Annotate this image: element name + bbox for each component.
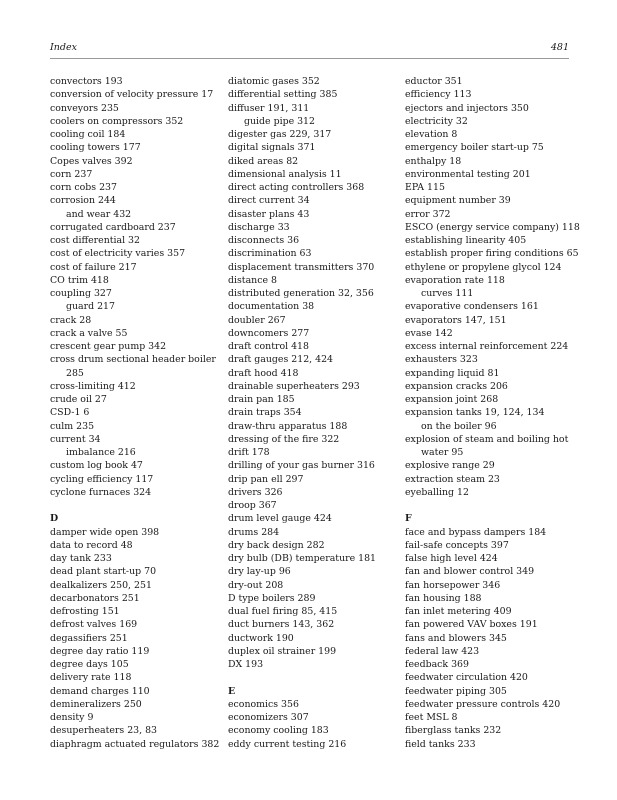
index-entry: corn 237 — [50, 168, 93, 180]
section-spacer — [228, 671, 398, 684]
page-number: 481 — [550, 42, 569, 53]
index-entry: dealkalizers 250, 251 — [50, 579, 152, 591]
index-entry: equipment number 39 — [405, 195, 511, 207]
index-entry: economy cooling 183 — [228, 725, 329, 737]
index-subentry: guide pipe 312 — [244, 115, 315, 127]
index-entry: draft control 418 — [228, 341, 309, 352]
index-entry: crack 28 — [50, 314, 92, 326]
index-entry: fail-safe concepts 397 — [405, 539, 509, 551]
index-entry: D type boilers 289 — [228, 592, 316, 604]
index-entry: evaporators 147, 151 — [405, 314, 507, 326]
index-entry: digester gas 229, 317 — [228, 129, 332, 140]
index-entry: false high level 424 — [405, 553, 498, 564]
index-entry: feet MSL 8 — [405, 712, 458, 723]
index-entry: environmental testing 201 — [405, 168, 531, 180]
index-entry: ductwork 190 — [228, 632, 294, 644]
index-entry: ESCO (energy service company) 118 — [405, 221, 580, 233]
index-entry: conveyors 235 — [50, 102, 119, 114]
index-entry: face and bypass dampers 184 — [405, 526, 547, 538]
index-entry: degassifiers 251 — [50, 632, 128, 644]
index-entry: conversion of velocity pressure 17 — [50, 89, 214, 101]
header-rule — [50, 58, 569, 59]
index-entry: CO trim 418 — [50, 274, 109, 286]
index-entry: discrimination 63 — [228, 248, 312, 260]
index-entry: evaporative condensers 161 — [405, 301, 539, 313]
index-entry: Copes valves 392 — [50, 155, 133, 167]
index-entry: EPA 115 — [405, 182, 445, 193]
index-subentry: 285 — [66, 367, 84, 379]
section-letter-heading: D — [50, 513, 59, 525]
index-entry: cost differential 32 — [50, 235, 140, 246]
index-entry: drainable superheaters 293 — [228, 380, 360, 392]
index-entry: enthalpy 18 — [405, 155, 462, 167]
index-entry: drivers 326 — [228, 486, 283, 498]
index-entry: degree days 105 — [50, 659, 129, 670]
index-entry: drift 178 — [228, 447, 270, 458]
index-entry: dead plant start-up 70 — [50, 566, 157, 578]
index-entry: corrugated cardboard 237 — [50, 221, 176, 233]
index-entry: drain traps 354 — [228, 407, 302, 419]
index-entry: feedwater pressure controls 420 — [405, 698, 561, 710]
index-entry: feedback 369 — [405, 659, 469, 670]
section-letter-heading: E — [228, 685, 236, 697]
index-entry: fan inlet metering 409 — [405, 606, 512, 617]
index-entry: ejectors and injectors 350 — [405, 102, 529, 114]
section-spacer — [405, 499, 575, 512]
index-subentry: on the boiler 96 — [421, 420, 497, 432]
running-header-title: Index — [50, 42, 77, 53]
index-entry: exhausters 323 — [405, 354, 478, 366]
index-entry: dry lay-up 96 — [228, 566, 291, 578]
index-entry: federal law 423 — [405, 645, 480, 657]
index-entry: draft hood 418 — [228, 367, 299, 379]
index-entry: feedwater piping 305 — [405, 685, 507, 697]
index-entry: day tank 233 — [50, 553, 112, 564]
index-entry: documentation 38 — [228, 301, 315, 313]
index-entry: ethylene or propylene glycol 124 — [405, 261, 562, 273]
index-entry: demineralizers 250 — [50, 698, 142, 710]
index-entry: dual fuel firing 85, 415 — [228, 606, 338, 617]
index-entry: cross drum sectional header boiler — [50, 354, 216, 366]
index-entry: establishing linearity 405 — [405, 235, 527, 246]
index-entry: evaporation rate 118 — [405, 274, 505, 286]
index-entry: duct burners 143, 362 — [228, 619, 335, 631]
index-entry: dressing of the fire 322 — [228, 433, 340, 445]
index-entry: diked areas 82 — [228, 155, 299, 167]
index-column-1 — [50, 75, 220, 751]
index-entry: fan horsepower 346 — [405, 579, 501, 591]
index-entry: droop 367 — [228, 500, 277, 511]
section-spacer — [50, 499, 220, 512]
index-entry: field tanks 233 — [405, 738, 476, 750]
index-entry: cooling coil 184 — [50, 129, 126, 140]
index-entry: extraction steam 23 — [405, 473, 500, 485]
index-entry: cooling towers 177 — [50, 142, 141, 154]
index-entry: digital signals 371 — [228, 142, 316, 154]
index-subentry: imbalance 216 — [66, 447, 136, 458]
index-entry: fans and blowers 345 — [405, 632, 507, 644]
index-entry: draft gauges 212, 424 — [228, 354, 334, 366]
index-entry: demand charges 110 — [50, 685, 150, 697]
index-entry: crude oil 27 — [50, 394, 107, 405]
index-entry: culm 235 — [50, 420, 95, 432]
index-entry: cyclone furnaces 324 — [50, 486, 152, 498]
index-entry: distributed generation 32, 356 — [228, 288, 374, 299]
index-entry: cost of failure 217 — [50, 261, 137, 273]
index-entry: eyeballing 12 — [405, 486, 469, 498]
index-entry: explosive range 29 — [405, 460, 495, 472]
index-entry: electricity 32 — [405, 115, 468, 127]
index-column-2 — [228, 75, 398, 751]
index-entry: diffuser 191, 311 — [228, 102, 310, 114]
index-entry: defrosting 151 — [50, 606, 120, 617]
index-entry: crescent gear pump 342 — [50, 341, 167, 352]
index-entry: duplex oil strainer 199 — [228, 645, 337, 657]
index-entry: emergency boiler start-up 75 — [405, 142, 544, 154]
index-entry: dry back design 282 — [228, 539, 325, 551]
index-entry: cost of electricity varies 357 — [50, 248, 186, 260]
index-entry: downcomers 277 — [228, 327, 310, 339]
index-entry: fan and blower control 349 — [405, 566, 535, 578]
index-entry: crack a valve 55 — [50, 327, 128, 339]
index-entry: eddy current testing 216 — [228, 738, 347, 750]
index-entry: disaster plans 43 — [228, 208, 310, 220]
index-entry: diatomic gases 352 — [228, 76, 320, 87]
index-entry: excess internal reinforcement 224 — [405, 341, 569, 352]
index-entry: displacement transmitters 370 — [228, 261, 375, 273]
index-entry: dry-out 208 — [228, 579, 284, 591]
index-entry: expanding liquid 81 — [405, 367, 500, 379]
index-subentry: and wear 432 — [66, 208, 132, 220]
index-entry: explosion of steam and boiling hot — [405, 433, 569, 445]
index-entry: elevation 8 — [405, 129, 458, 140]
index-entry: efficiency 113 — [405, 89, 472, 101]
index-entry: expansion cracks 206 — [405, 380, 508, 392]
index-entry: delivery rate 118 — [50, 672, 132, 684]
index-entry: expansion tanks 19, 124, 134 — [405, 407, 545, 419]
index-entry: custom log book 47 — [50, 460, 143, 472]
index-entry: damper wide open 398 — [50, 526, 160, 538]
index-entry: doubler 267 — [228, 314, 286, 326]
index-entry: economics 356 — [228, 698, 299, 710]
index-subentry: water 95 — [421, 447, 464, 458]
index-entry: current 34 — [50, 433, 101, 445]
index-entry: distance 8 — [228, 274, 277, 286]
index-entry: drilling of your gas burner 316 — [228, 460, 375, 472]
index-entry: eductor 351 — [405, 76, 463, 87]
index-entry: drum level gauge 424 — [228, 513, 332, 525]
index-entry: direct acting controllers 368 — [228, 182, 365, 193]
index-entry: data to record 48 — [50, 539, 133, 551]
index-entry: diaphragm actuated regulators 382 — [50, 738, 220, 750]
index-subentry: curves 111 — [421, 288, 474, 299]
index-entry: fan powered VAV boxes 191 — [405, 619, 538, 631]
index-entry: fiberglass tanks 232 — [405, 725, 502, 737]
section-letter-heading: F — [405, 513, 412, 525]
index-entry: density 9 — [50, 712, 94, 723]
index-entry: discharge 33 — [228, 221, 290, 233]
index-entry: disconnects 36 — [228, 235, 300, 246]
index-entry: corrosion 244 — [50, 195, 116, 207]
index-entry: drums 284 — [228, 526, 280, 538]
index-subentry: guard 217 — [66, 301, 115, 313]
index-entry: coupling 327 — [50, 288, 112, 299]
index-entry: direct current 34 — [228, 195, 310, 207]
index-entry: error 372 — [405, 208, 451, 220]
index-entry: degree day ratio 119 — [50, 645, 150, 657]
index-entry: drain pan 185 — [228, 394, 295, 405]
index-column-3 — [405, 75, 580, 751]
index-entry: corn cobs 237 — [50, 182, 117, 193]
index-entry: DX 193 — [228, 659, 264, 670]
index-entry: feedwater circulation 420 — [405, 672, 528, 684]
index-entry: desuperheaters 23, 83 — [50, 725, 158, 737]
index-entry: CSD-1 6 — [50, 407, 90, 419]
index-entry: cycling efficiency 117 — [50, 473, 154, 485]
index-entry: drip pan ell 297 — [228, 473, 304, 485]
index-entry: dimensional analysis 11 — [228, 168, 342, 180]
index-entry: defrost valves 169 — [50, 619, 138, 631]
index-entry: cross-limiting 412 — [50, 380, 136, 392]
index-entry: coolers on compressors 352 — [50, 115, 184, 127]
index-entry: draw-thru apparatus 188 — [228, 420, 348, 432]
index-entry: economizers 307 — [228, 712, 309, 723]
index-entry: expansion joint 268 — [405, 394, 499, 405]
index-entry: fan housing 188 — [405, 592, 482, 604]
index-entry: dry bulb (DB) temperature 181 — [228, 553, 377, 564]
index-entry: differential setting 385 — [228, 89, 338, 101]
index-entry: evase 142 — [405, 327, 453, 339]
index-entry: decarbonators 251 — [50, 592, 140, 604]
index-entry: establish proper firing conditions 65 — [405, 248, 579, 260]
index-entry: convectors 193 — [50, 76, 123, 87]
